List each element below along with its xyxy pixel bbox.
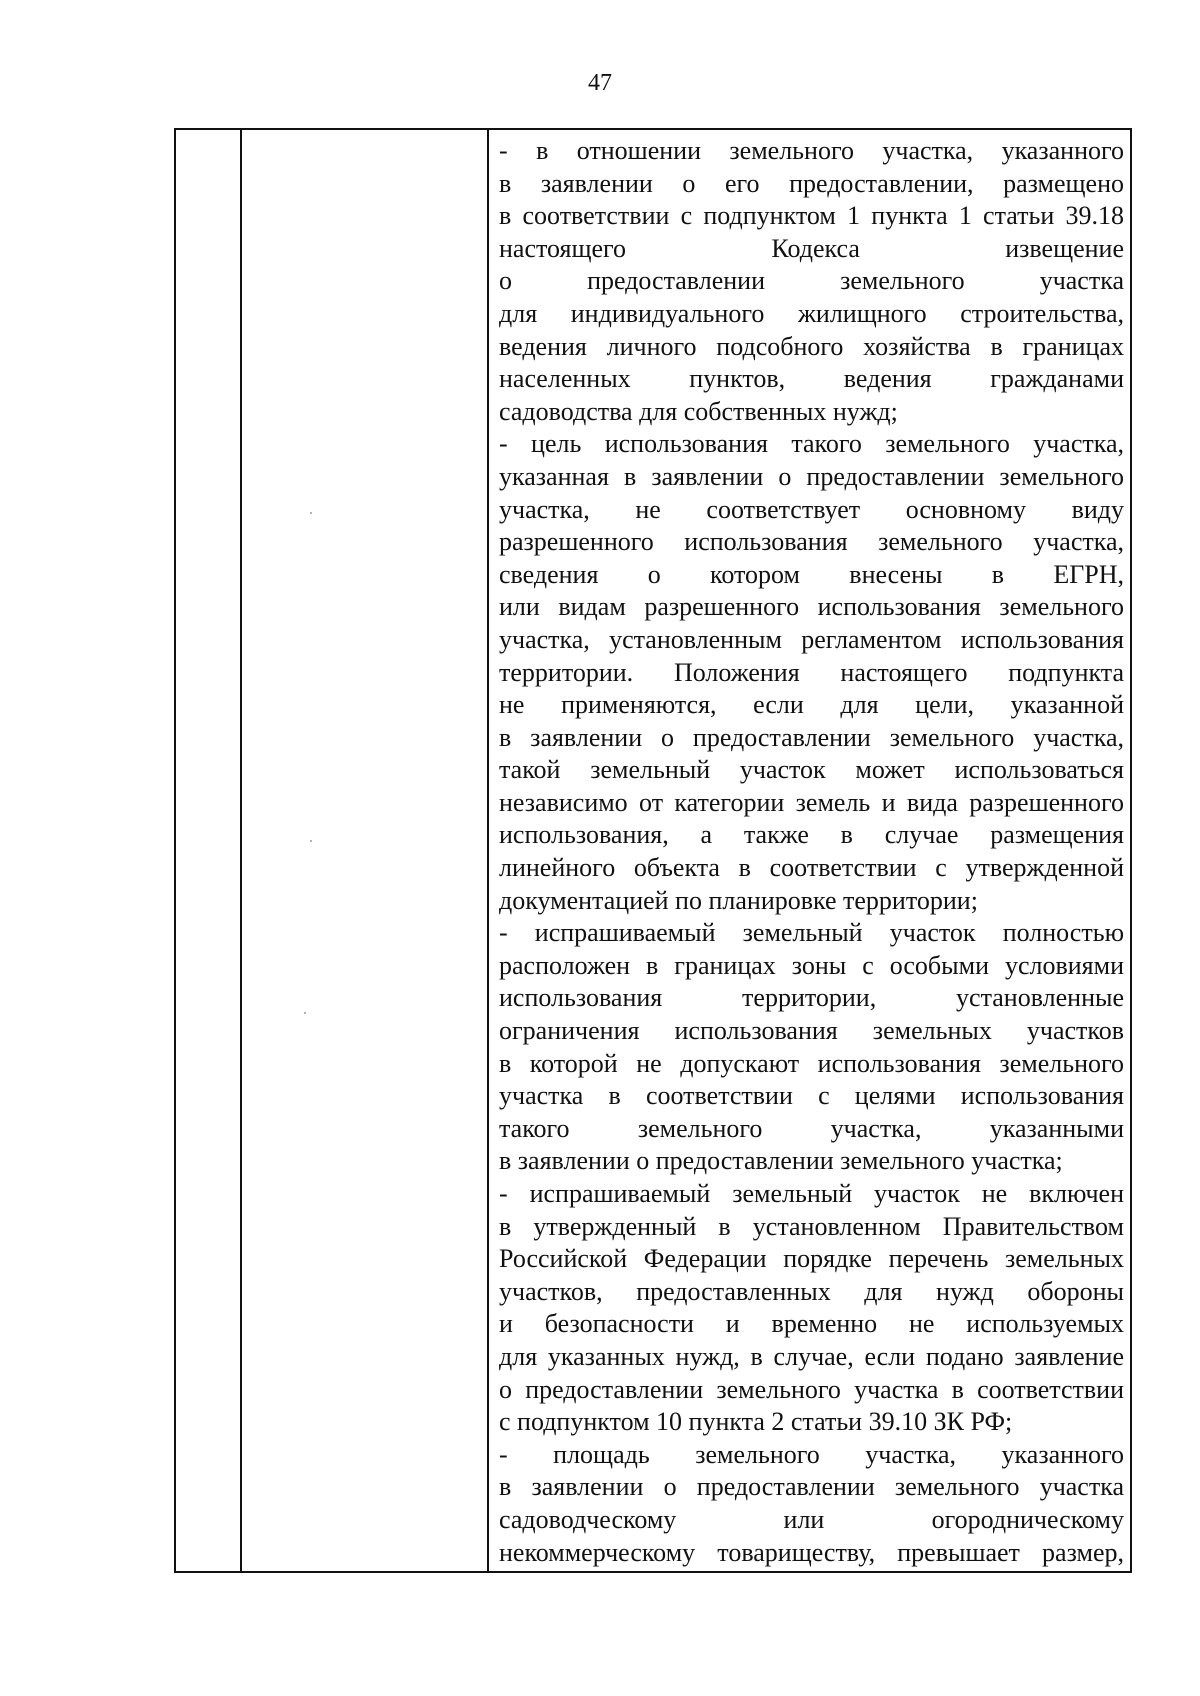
text-line: участка в соответствии с целями использования — [499, 1081, 1124, 1111]
text-line: садоводства для собственных нужд; — [499, 396, 898, 426]
text-line: ведения личного подсобного хозяйства в границах — [499, 331, 1124, 361]
text-line: - в отношении земельного участка, указанного — [499, 136, 1124, 165]
text-line: и безопасности и временно не используемых — [499, 1309, 1124, 1339]
text-line: о предоставлении земельного участка — [499, 266, 1124, 296]
text-line: в заявлении о предоставлении земельного участка; — [499, 1146, 1063, 1176]
text-line: в которой не допускают использования земельного — [499, 1048, 1124, 1078]
text-line: - цель использования такого земельного участка, — [499, 429, 1124, 459]
text-line: садоводческому или огородническому — [499, 1504, 1124, 1534]
text-line: участков, предоставленных для нужд обороны — [499, 1276, 1124, 1306]
table-column-divider-1 — [240, 130, 242, 1571]
text-line: Российской Федерации порядке перечень земельных — [499, 1244, 1124, 1274]
text-line: о предоставлении земельного участка в соответствии — [499, 1374, 1124, 1404]
text-line: некоммерческому товариществу, превышает размер, — [499, 1537, 1124, 1567]
text-line: настоящего Кодекса извещение — [499, 233, 1124, 263]
text-line: в заявлении о предоставлении земельного участка, — [499, 722, 1124, 752]
text-line: для указанных нужд, в случае, если подано заявление — [499, 1341, 1124, 1371]
scan-speck — [310, 512, 312, 514]
document-table — [174, 128, 1132, 1573]
text-line: ограничения использования земельных участков — [499, 1016, 1124, 1046]
text-line: в заявлении о его предоставлении, размещено — [499, 168, 1124, 198]
text-line: расположен в границах зоны с особыми условиями — [499, 950, 1124, 980]
text-line: участка, установленным регламентом использования — [499, 624, 1124, 654]
table-column-divider-2 — [487, 130, 489, 1571]
text-line: разрешенного использования земельного участка, — [499, 527, 1124, 557]
scan-speck — [304, 1012, 306, 1014]
text-line: территории. Положения настоящего подпункта — [499, 657, 1124, 687]
scan-speck — [310, 840, 312, 842]
text-line: использования территории, установленные — [499, 983, 1124, 1013]
text-line: участка, не соответствует основному виду — [499, 494, 1124, 524]
text-line: населенных пунктов, ведения гражданами — [499, 364, 1124, 394]
text-line: такой земельный участок может использоваться — [499, 755, 1124, 785]
text-line: независимо от категории земель и вида разрешенного — [499, 787, 1124, 817]
page-number: 47 — [588, 70, 612, 96]
text-line: или видам разрешенного использования земельного — [499, 592, 1124, 622]
text-line: в соответствии с подпунктом 1 пункта 1 статьи 39.18 — [499, 201, 1124, 231]
text-line: не применяются, если для цели, указанной — [499, 690, 1124, 720]
table-cell-text — [499, 135, 1124, 1569]
text-line: - площадь земельного участка, указанного — [499, 1439, 1124, 1469]
text-line: документацией по планировке территории; — [499, 885, 978, 915]
text-line: для индивидуального жилищного строительства, — [499, 298, 1124, 328]
text-line: в утвержденный в установленном Правительством — [499, 1211, 1124, 1241]
text-line: линейного объекта в соответствии с утвержденной — [499, 853, 1124, 883]
text-line: указанная в заявлении о предоставлении земельного — [499, 461, 1124, 491]
text-line: сведения о котором внесены в ЕГРН, — [499, 559, 1124, 589]
text-line: с подпунктом 10 пункта 2 статьи 39.10 ЗК РФ; — [499, 1407, 1013, 1437]
text-line: в заявлении о предоставлении земельного участка — [499, 1472, 1124, 1502]
text-line: такого земельного участка, указанными — [499, 1113, 1124, 1143]
text-line: использования, а также в случае размещения — [499, 820, 1124, 850]
text-line: - испрашиваемый земельный участок полностью — [499, 918, 1124, 948]
text-line: - испрашиваемый земельный участок не включен — [499, 1179, 1124, 1208]
